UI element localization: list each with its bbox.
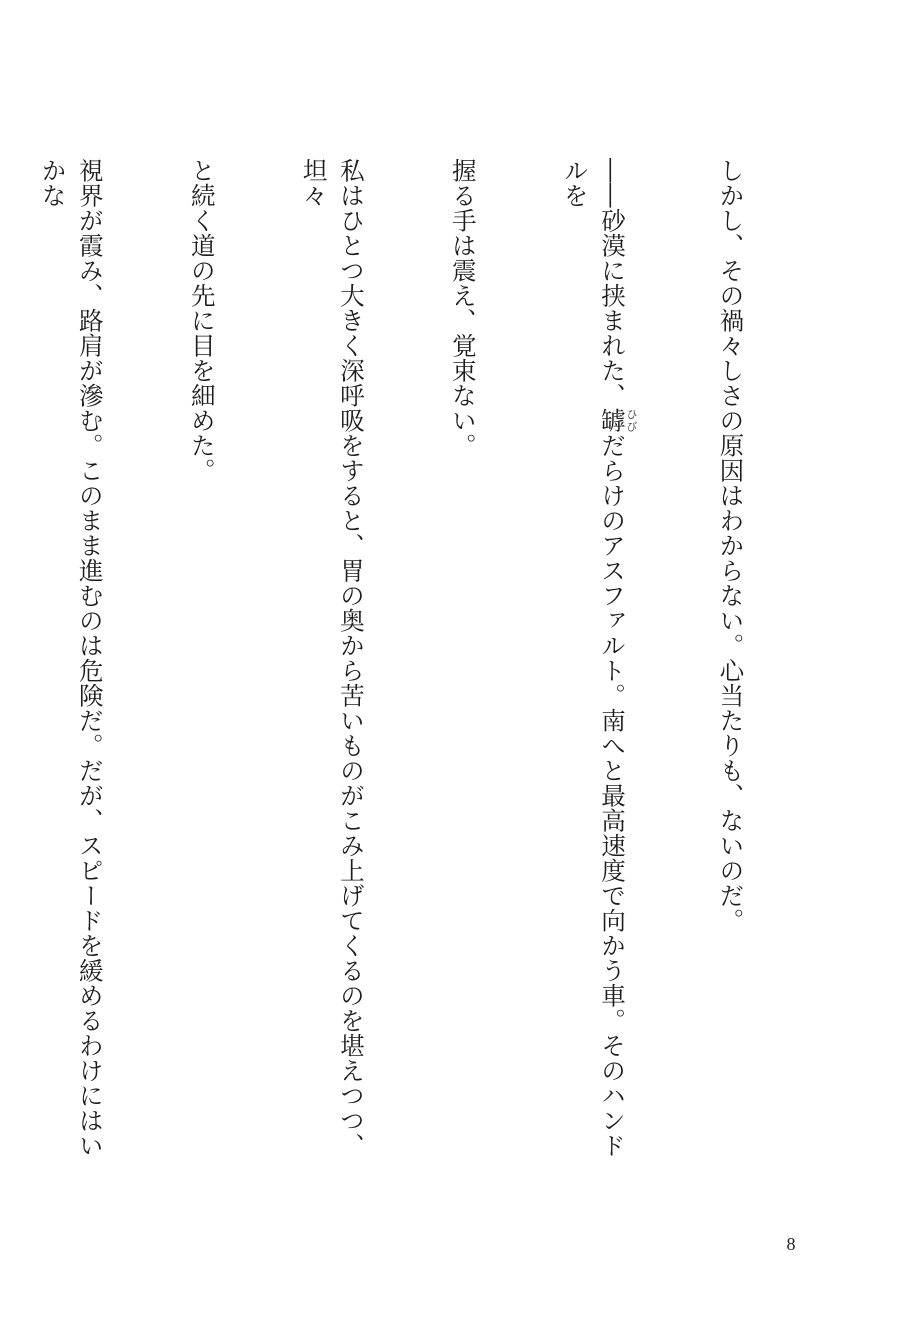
novel-text-body [0,158,824,1168]
text-line: しかし、その禍々しさの原因はわからない。心当たりも、ないのだ。 [716,158,746,933]
text-line: 握る手は震え、覚束ない。 [448,158,478,458]
text-line: と続く道の先に目を細めた。 [187,158,217,483]
text-line: 視界が霞み、路肩が滲む。このまま進むのは危険だ。だが、スピードを緩めるわけにはいかな [38,158,105,1158]
page-number: 8 [786,1234,796,1254]
ruby-hibi: 罅ひび [598,408,639,433]
text-line: 私はひとつ大きく深呼吸をすると、胃の奥から苦いものがこみ上げてくるのを堪えつつ、坦々 [299,158,366,1158]
text-line: ――砂漠に挟まれた、罅ひびだらけのアスファルト。南へと最高速度で向かう車。そのハンドルを [560,158,639,1158]
